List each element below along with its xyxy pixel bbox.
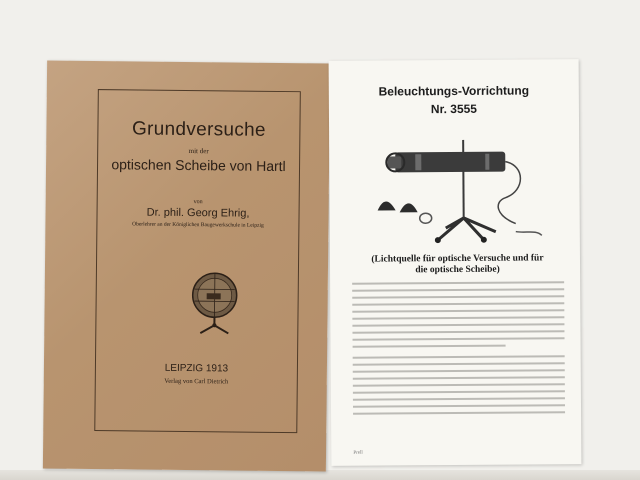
text-line [352, 302, 564, 305]
text-line [352, 288, 564, 291]
text-line [353, 404, 565, 407]
text-line [353, 355, 565, 358]
page-body-text [352, 281, 565, 419]
text-line [353, 390, 565, 393]
page-subtitle-line2: die optische Scheibe) [415, 264, 500, 276]
booklet-affiliation: Oberlehrer an der Königlichen Baugewerkschule in Leipzig [132, 221, 264, 229]
text-line [352, 281, 564, 284]
booklet-cover [43, 61, 330, 472]
text-line [353, 376, 565, 379]
text-line [352, 323, 564, 326]
page-subtitle-line1: (Lichtquelle für optische Versuche und für [371, 253, 544, 265]
booklet-subtitle: optischen Scheibe von Hartl [111, 156, 286, 175]
page-number: Nr. 3555 [430, 101, 477, 117]
text-line [353, 369, 565, 372]
text-line [353, 397, 565, 400]
text-line [352, 316, 564, 319]
text-line [352, 330, 564, 333]
text-line [353, 362, 565, 365]
page-title: Beleuchtungs-Vorrichtung [378, 83, 530, 99]
booklet-title: Grundversuche [131, 118, 266, 141]
lamp-illustration [375, 135, 546, 248]
text-line [352, 309, 564, 312]
text-line [353, 411, 565, 414]
text-line [352, 295, 564, 298]
cover-frame [94, 89, 301, 433]
catalog-page [329, 59, 582, 466]
booklet-city-year: LEIPZIG 1913 [164, 362, 229, 375]
booklet-von: von [193, 199, 203, 206]
table-surface [0, 470, 640, 480]
text-line [353, 383, 565, 386]
optical-disc-illustration [184, 269, 245, 340]
text-line [353, 337, 565, 340]
booklet-mit: mit der [188, 147, 209, 156]
booklet-author: Dr. phil. Georg Ehrig, [146, 206, 250, 220]
page-footer: Prell [353, 450, 363, 456]
text-line [353, 345, 506, 348]
booklet-publisher: Verlag von Carl Dietrich [164, 377, 229, 386]
